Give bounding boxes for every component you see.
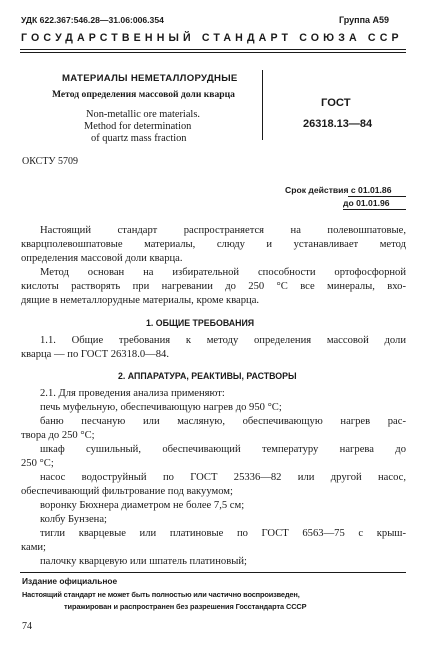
title-en-line3: of quartz mass fraction [91,133,187,144]
section2-line: 250 °С; [21,458,54,469]
section2-line: воронку Бюхнера диаметром не более 7,5 см; [40,500,245,511]
title-divider [262,70,263,140]
section2-line: баню песчаную или масляную, обеспечивающую нагрев рас- [40,416,406,427]
title-en-line2: Method for determination [84,121,192,132]
validity-underline-2 [343,209,406,210]
section2-line: палочку кварцевую или шпатель платиновый; [40,556,247,567]
header-rule-top [20,49,406,50]
section2-heading: 2. АППАРАТУРА, РЕАКТИВЫ, РАСТВОРЫ [118,371,297,381]
intro-p2-line2: кислоты растворять при нагревании до 250 °С все минералы, вхо- [21,281,406,292]
copyright-notice-line2: тиражирован и распространен без разрешения Госстандарта СССР [64,602,307,611]
intro-p1-line3: определения массовой доли кварца. [21,253,183,264]
section2-line: тигли кварцевые или платиновые по ГОСТ 6563—75 с крыш- [40,528,406,539]
validity-start: Срок действия с 01.01.86 [285,185,392,195]
validity-end: до 01.01.96 [343,198,390,208]
section2-line: 2.1. Для проведения анализа применяют: [40,388,225,399]
group-label: Группа А59 [339,15,390,25]
section2-line: печь муфельную, обеспечивающую нагрев до 950 °С; [40,402,282,413]
section1-line2: кварца — по ГОСТ 26318.0—84. [21,349,169,360]
udk-code: УДК 622.367:546.28—31.06:006.354 [21,15,164,25]
section1-heading: 1. ОБЩИЕ ТРЕБОВАНИЯ [146,318,255,328]
section2-line: ками; [21,542,47,553]
section2-line: обеспечивающий фильтрование под вакуумом; [21,486,233,497]
section2-line: колбу Бунзена; [40,514,107,525]
header-rule-bottom [20,52,406,53]
okstu-code: ОКСТУ 5709 [22,156,79,167]
gost-label: ГОСТ [321,97,351,109]
document-title: МАТЕРИАЛЫ НЕМЕТАЛЛОРУДНЫЕ [62,73,238,84]
section1-line1: 1.1. Общие требования к методу определения массовой доли [40,335,406,346]
section2-line: шкаф сушильный, обеспечивающий температуру нагрева до [40,444,406,455]
validity-underline-1 [348,196,406,197]
intro-p2-line1: Метод основан на избирательной способности ортофосфорной [40,267,406,278]
document-subtitle: Метод определения массовой доли кварца [52,89,235,100]
official-edition: Издание официальное [22,576,118,586]
intro-p1-line1: Настоящий стандарт распространяется на полевошпатовые, [40,225,406,236]
standard-org-title: ГОСУДАРСТВЕННЫЙ СТАНДАРТ СОЮЗА ССР [21,32,403,44]
title-en-line1: Non-metallic ore materials. [86,109,200,120]
section2-line: насос водоструйный по ГОСТ 25336—82 или другой насос, [40,472,406,483]
page-number: 74 [22,621,32,632]
intro-p1-line2: кварцполевошпатовые материалы, слюду и устанавливает метод [21,239,406,250]
section2-line: твора до 250 °С; [21,430,95,441]
intro-p2-line3: дящие в неметаллорудные материалы, кроме кварца. [21,295,260,306]
footer-rule [20,572,406,573]
copyright-notice-line1: Настоящий стандарт не может быть полностью или частично воспроизведен, [22,590,300,599]
gost-number: 26318.13—84 [303,118,373,130]
